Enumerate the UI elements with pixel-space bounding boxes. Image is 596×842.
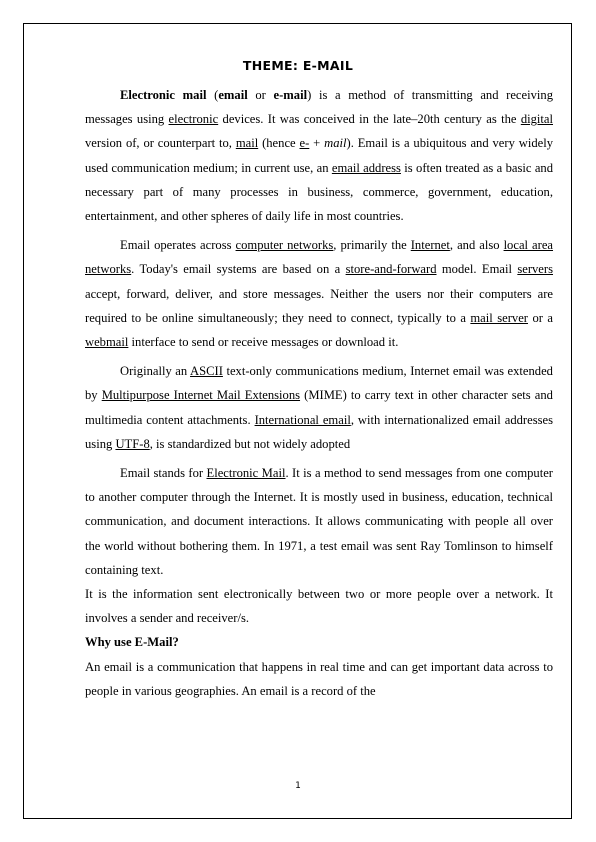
text-run: , is standardized but not widely adopted [149, 436, 351, 451]
text-run: text-only communications medium, Internet email was extended by [85, 364, 553, 403]
text-run: Email operates across [120, 238, 236, 253]
link-mail-server[interactable]: mail server [470, 310, 528, 325]
text-run: Email stands for [120, 466, 207, 481]
paragraph-email-stands-for [85, 461, 553, 582]
text-run: , with internationalized email addresses using [85, 412, 553, 451]
document-title: THEME: E-MAIL [242, 58, 354, 73]
link-utf-8[interactable]: UTF-8 [115, 436, 150, 451]
link-e-prefix[interactable]: e- [299, 136, 310, 151]
link-electronic-mail[interactable]: Electronic Mail [206, 466, 286, 481]
paragraph-information: It is the information sent electronically between two or more people over a network. It involves a sender and receiver/s. [85, 587, 553, 626]
text-run: . It is a method to send messages from one computer to another computer through the Internet. It is mostly used in business, education, technical communication, and document interactions. It allows communicating with people all over the world without bothering them. In 1971, a test email was sent Ray Tomlinson to himself containing text. [85, 466, 553, 577]
term-mail-italic: mail [324, 136, 347, 151]
text-run: or [247, 88, 274, 102]
text-run: (MIME) to carry text in other character sets and multimedia content attachments. [85, 388, 553, 427]
link-store-and-forward[interactable]: store-and-forward [345, 262, 437, 277]
link-servers[interactable]: servers [517, 262, 553, 277]
text-run: version of, or counterpart to, [85, 136, 236, 151]
text-run: model. Email [436, 262, 518, 277]
text-run: , and also [449, 238, 504, 253]
link-email-address[interactable]: email address [331, 160, 401, 175]
paragraph-networks [85, 233, 553, 354]
term-electronic-mail: Electronic mail [120, 88, 207, 102]
link-mime[interactable]: Multipurpose Internet Mail Extensions [101, 388, 301, 403]
page-number: 1 [295, 781, 301, 791]
text-run: . Today's email systems are based on a [131, 262, 346, 277]
text-run: Originally an [120, 364, 191, 379]
text-run: ) is a method of transmitting and receiving messages using [85, 88, 554, 127]
term-email: email [218, 88, 248, 102]
text-run: , primarily the [333, 238, 411, 253]
section-heading: Why use E-Mail? [85, 635, 179, 650]
text-run: ( [206, 88, 219, 102]
text-run: ). Email is a ubiquitous and very widely used communication medium; in current use, an [85, 136, 554, 175]
link-local-area-networks[interactable]: local area networks [85, 238, 554, 277]
link-webmail[interactable]: webmail [85, 335, 129, 350]
link-internet[interactable]: Internet [410, 238, 450, 253]
link-digital[interactable]: digital [520, 112, 553, 127]
text-run: is often treated as a basic and necessary part of many processes in business, commerce, government, education, entertainment, and other spheres of daily life in most countries. [85, 160, 554, 224]
paragraph-why-use: An email is a communication that happens in real time and can get important data across to people in various geographies. An email is a record of the [85, 659, 553, 698]
link-computer-networks[interactable]: computer networks [235, 238, 334, 253]
paragraph-intro [85, 83, 553, 228]
link-mail[interactable]: mail [235, 136, 259, 151]
text-run: + [309, 136, 325, 151]
link-international-email[interactable]: International email [254, 412, 351, 427]
text-run: devices. It was conceived in the late–20th century as the [218, 112, 521, 127]
document-body [85, 83, 553, 703]
text-run: or a [528, 310, 553, 325]
text-run: accept, forward, deliver, and store messages. Neither the users nor their computers are required to be online simultaneously; they need to connect, typically to a [85, 286, 553, 325]
term-e-mail: e-mail [273, 88, 308, 102]
link-electronic[interactable]: electronic [168, 112, 219, 127]
link-ascii[interactable]: ASCII [190, 364, 223, 379]
text-run: interface to send or receive messages or download it. [128, 335, 399, 350]
text-run: (hence [258, 136, 300, 151]
paragraph-ascii [85, 359, 553, 456]
